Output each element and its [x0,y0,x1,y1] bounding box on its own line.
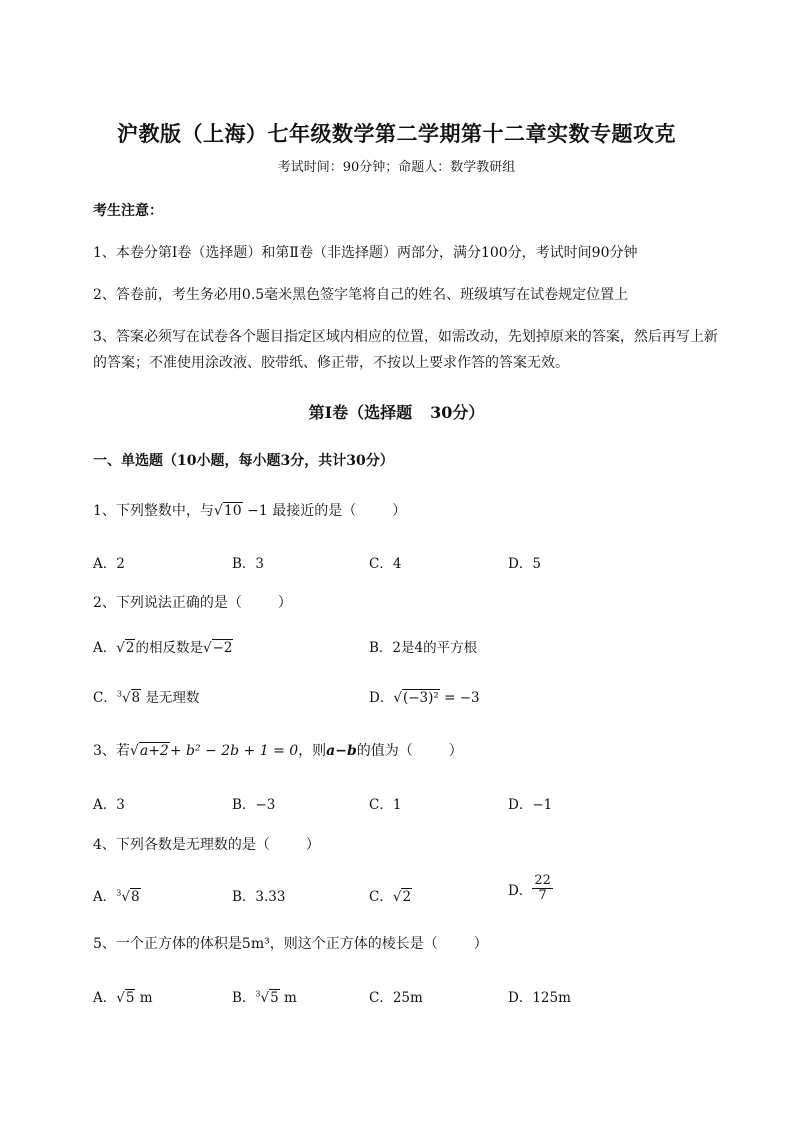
q2-option-d[interactable]: D．√(−3)² = −3 [369,690,480,706]
q3-option-d[interactable]: D．−1 [508,797,553,813]
q4-option-b[interactable]: B．3.33 [232,889,286,905]
q1-option-a[interactable]: A．2 [93,556,125,572]
q5-option-a[interactable]: A．√5 m [93,990,153,1006]
q4-fraction: $\frac{22}{7}$ [534,873,551,904]
q1-option-c[interactable]: C．4 [369,556,402,572]
question-3-stem: 3、若√a+2+ b² − 2b + 1 = 0，则a−b的值为（ ） [93,743,463,759]
question-2-stem: 2、下列说法正确的是（ ） [93,595,292,611]
notice-item-1: 1、本卷分第Ⅰ卷（选择题）和第Ⅱ卷（非选择题）两部分，满分100分，考试时间90分钟 [93,245,638,261]
q2-option-b[interactable]: B．2是4的平方根 [369,640,478,656]
question-4-stem: 4、下列各数是无理数的是（ ） [93,837,320,853]
q5-option-d[interactable]: D．125m [508,990,571,1006]
q4-option-d[interactable]: D． $\frac{22}{7}$ [508,873,551,904]
question-5-stem: 5、一个正方体的体积是5m³，则这个正方体的棱长是（ ） [93,936,488,952]
q1-radicand: 10 [223,503,242,519]
exam-subtitle: 考试时间：90分钟；命题人：数学教研组 [277,160,516,175]
notice-heading: 考生注意： [93,203,163,219]
notice-item-2: 2、答卷前，考生务必用0.5毫米黑色签字笔将自己的姓名、班级填写在试卷规定位置上 [93,287,629,303]
section-score: 30分） [430,403,485,422]
q5-option-b[interactable]: B．$^3$√5 m [232,989,297,1006]
q3-option-b[interactable]: B．−3 [232,797,276,813]
q1-option-d[interactable]: D．5 [508,556,541,572]
q4-option-c[interactable]: C．√2 [369,889,412,905]
notice-item-3-continued: 的答案；不准使用涂改液、胶带纸、修正带，不按以上要求作答的答案无效。 [93,355,569,371]
q5-option-c[interactable]: C．25m [369,990,423,1006]
q3-option-c[interactable]: C．1 [369,797,402,813]
q2-option-c[interactable]: C．$^3$√8 是无理数 [93,689,200,706]
q2-option-a[interactable]: A．√2的相反数是√−2 [93,640,233,656]
q1-option-b[interactable]: B．3 [232,556,265,572]
question-1-stem: 1、下列整数中，与√10 −1 最接近的是（ ） [93,503,407,519]
section-title-text: 第Ⅰ卷（选择题 [308,403,413,422]
exam-title: 沪教版（上海）七年级数学第二学期第十二章实数专题攻克 [117,121,676,146]
q4-option-a[interactable]: A．$^3$√8 [93,888,140,905]
notice-item-3: 3、答案必须写在试卷各个题目指定区域内相应的位置，如需改动，先划掉原来的答案，然后再写上新 [93,329,718,345]
q3-option-a[interactable]: A．3 [93,797,125,813]
section-title [0,400,793,423]
part-heading: 一、单选题（10小题，每小题3分，共计30分） [93,453,394,469]
